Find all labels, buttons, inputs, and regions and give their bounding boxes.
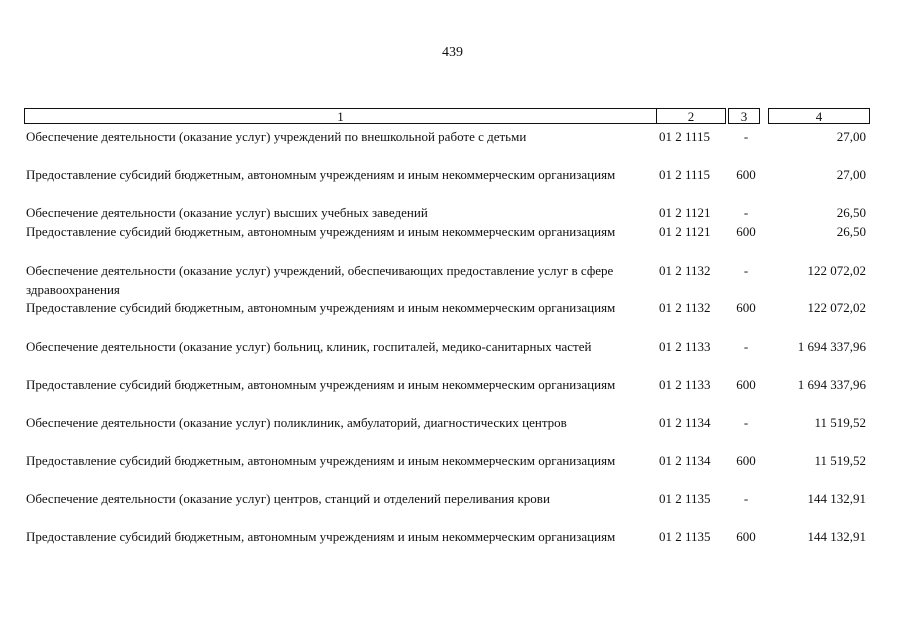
- row-type: -: [743, 263, 749, 278]
- row-sum: 11 519,52: [814, 453, 866, 468]
- row-sum: 26,50: [836, 205, 866, 220]
- row-name: Обеспечение деятельности (оказание услуг) учреждений по внешкольной работе с детьми: [26, 129, 527, 144]
- row-code: 01 2 1134: [659, 415, 711, 430]
- row-name: Предоставление субсидий бюджетным, автономным учреждениям и иным некоммерческим организациям: [26, 167, 616, 182]
- row-sum: 122 072,02: [807, 300, 866, 315]
- row-type: -: [743, 339, 749, 354]
- row-name: Предоставление субсидий бюджетным, автономным учреждениям и иным некоммерческим организациям: [26, 377, 616, 392]
- row-code: 01 2 1115: [659, 129, 711, 144]
- row-code: 01 2 1132: [659, 300, 711, 315]
- row-sum: 1 694 337,96: [797, 377, 866, 392]
- row-code: 01 2 1132: [659, 263, 711, 278]
- row-name: Обеспечение деятельности (оказание услуг) поликлиник, амбулаторий, диагностических центров: [26, 415, 567, 430]
- page-number: 439: [442, 45, 463, 60]
- row-sum: 122 072,02: [807, 263, 866, 278]
- row-type: -: [743, 205, 749, 220]
- row-code: 01 2 1133: [659, 377, 711, 392]
- row-sum: 11 519,52: [814, 415, 866, 430]
- row-type: -: [743, 129, 749, 144]
- row-sum: 144 132,91: [807, 529, 866, 544]
- header-col-4: 4: [768, 108, 870, 124]
- row-sum: 144 132,91: [807, 491, 866, 506]
- row-code: 01 2 1121: [659, 205, 711, 220]
- row-type: 600: [736, 224, 756, 239]
- row-sum: 27,00: [836, 167, 866, 182]
- row-name: Предоставление субсидий бюджетным, автономным учреждениям и иным некоммерческим организациям: [26, 300, 616, 315]
- row-name: Предоставление субсидий бюджетным, автономным учреждениям и иным некоммерческим организациям: [26, 453, 616, 468]
- row-code: 01 2 1121: [659, 224, 711, 239]
- row-name: Обеспечение деятельности (оказание услуг) больниц, клиник, госпиталей, медико-санитарных частей: [26, 339, 592, 354]
- row-code: 01 2 1115: [659, 167, 711, 182]
- row-type: -: [743, 415, 749, 430]
- row-sum: 26,50: [836, 224, 866, 239]
- row-type: 600: [736, 529, 756, 544]
- row-name: Обеспечение деятельности (оказание услуг) учреждений, обеспечивающих предоставление услуг в сфере здравоохранения: [26, 263, 614, 297]
- row-name: Обеспечение деятельности (оказание услуг) центров, станций и отделений переливания крови: [26, 491, 550, 506]
- row-type: 600: [736, 377, 756, 392]
- row-type: 600: [736, 167, 756, 182]
- header-col-3: 3: [728, 108, 760, 124]
- row-name: Обеспечение деятельности (оказание услуг) высших учебных заведений: [26, 205, 428, 220]
- row-type: -: [743, 491, 749, 506]
- header-col-2: 2: [656, 108, 726, 124]
- row-type: 600: [736, 453, 756, 468]
- row-name: Предоставление субсидий бюджетным, автономным учреждениям и иным некоммерческим организациям: [26, 224, 616, 239]
- row-code: 01 2 1134: [659, 453, 711, 468]
- row-sum: 27,00: [836, 129, 866, 144]
- row-code: 01 2 1135: [659, 529, 711, 544]
- row-type: 600: [736, 300, 756, 315]
- row-sum: 1 694 337,96: [797, 339, 866, 354]
- row-code: 01 2 1133: [659, 339, 711, 354]
- row-name: Предоставление субсидий бюджетным, автономным учреждениям и иным некоммерческим организациям: [26, 529, 616, 544]
- header-col-1: 1: [24, 108, 656, 124]
- row-code: 01 2 1135: [659, 491, 711, 506]
